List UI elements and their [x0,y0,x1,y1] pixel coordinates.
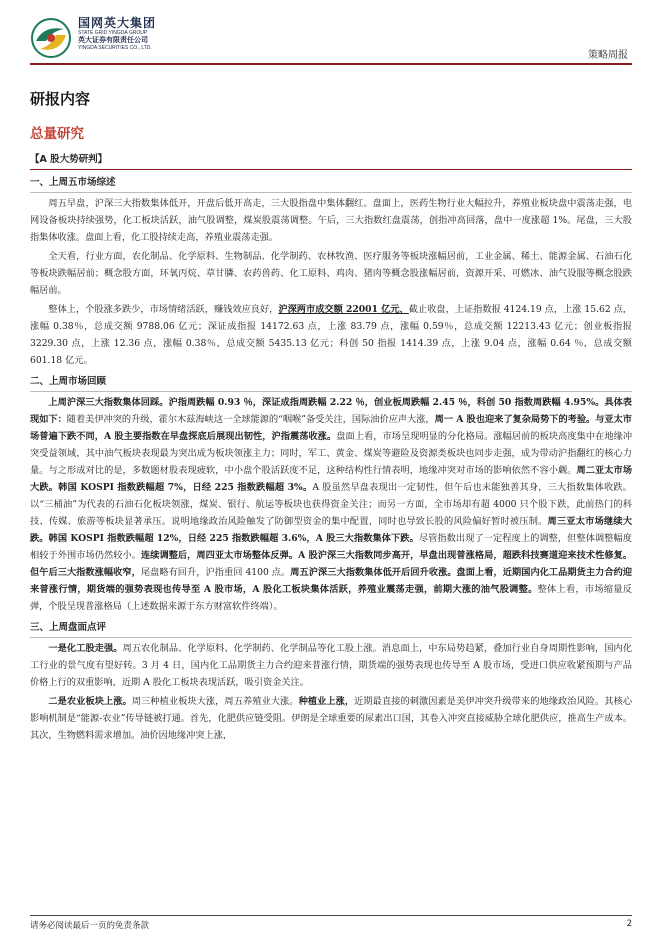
brand-block [78,17,156,51]
company-name-en: STATE GRID YINGDA GROUP [78,30,148,36]
page-title: 研报内容 [30,90,91,108]
paragraph [30,693,632,744]
text-run: 周三亚太市场继续大跌。韩国 KOSPI 指数跌幅超 12%，日经 225 指数跌幅超 3.6%，A 股三大指数集体下跌。 [30,516,633,544]
company-name-cn: 国网英大集团 [78,16,157,30]
footer-disclaimer: 请务必阅读最后一页的免责条款 [30,921,150,931]
text-run: 周三种植业板块大涨，周五养殖业大涨。 [131,696,299,707]
text-run: 上周沪深三大指数集体回踩。沪指周跌幅 0.93 ％，深证成指周跌幅 2.22 ％，创业板周跌幅 2.45 ％，科创 50 指数周跌幅 4.95%。具体表现如下： [30,397,632,425]
report-sections [30,176,632,744]
section-heading: 二、上周市场回顾 [30,375,632,392]
paragraph [30,195,632,246]
text-run: 沪深两市成交额 22001 亿元， [278,304,409,315]
header-divider [30,63,632,65]
box-title: 【A 股大势研判】 [30,153,632,170]
text-run: 全天看，行业方面，农化制品、化学原料、生物制品、化学制药、农林牧渔、医疗服务等板块涨幅居前，工业金属、稀土、能源金属、石油石化等板块跌幅居前；概念股方面，环氧丙烷、草甘膦、农药兽药、化工原料、鸡肉、猪肉等概念股涨幅居前，资源开采、可燃冰、油气设服等概念股跌幅居前。 [30,251,632,296]
section-heading: 一、上周五市场综述 [30,176,632,193]
section-title: 总量研究 [30,126,84,142]
text-run: 近期最直接的刺激因素是美伊冲突升级带来的地缘政治风险。其核心影响机制是“能源-农业”传导链被打通。首先，化肥供应链受阻。伊朗是全球重要的尿素出口国，其卷入冲突直接威胁全球化肥供应，推高生产成本。其次，生物燃料需求增加。油价因地缘冲突上涨， [30,696,633,741]
text-run: 整体上，个股涨多跌少，市场情绪活跃，赚钱效应良好， [48,304,279,315]
paragraph [30,248,632,299]
paragraph [30,394,632,615]
text-run: 二是农业板块上涨。 [48,696,132,707]
paragraph [30,640,632,691]
text-run: 尽管指数出现了一定程度上的调整，但整体调整幅度相较于外围市场仍然较小。 [30,533,632,561]
text-run: 截止收盘，上证指数报 4124.19 点，上涨 15.62 点，涨幅 0.38％，总成交额 9788.06 亿元；深证成指报 14172.63 点，上涨 83.79 点，涨幅 0.59％，总成交额 12213.43 亿元；创业板指报 3229.30 点，上涨 12.36 点，涨幅 0.38％，总成交额 5435.13 亿元；科创 50 指报 1414.39 点，上涨 9.04 点，涨幅 0.64 ％，总成交额 601.18 亿元。 [30,304,632,366]
paragraph [30,301,632,369]
text-run: 种植业上涨， [298,696,355,707]
text-run: 连续调整后，周四亚太市场整体反弹。A 股沪深三大指数同步高开，早盘出现普涨格局，超跌科技赛道迎来技术性修复。但午后三大指数涨幅收窄， [30,550,633,578]
company-logo-icon [30,17,72,59]
text-run: 整体上看，市场缩量反弹，个股呈现普涨格局（上述数据来源于东方财富软件终端）。 [30,584,632,612]
text-run: 随着美伊冲突的升级，霍尔木兹海峡这一全球能源的“咽喉”备受关注，国际油价应声大涨， [66,414,435,425]
text-run: 周五沪深三大指数集体低开后回升收涨。盘面上看，近期国内化工品期货主力合约迎来普涨行情，期货端的强势表现也传导至 A 股市场，A 股化工板块集体活跃，养殖业震荡走强，前期大涨的油气股调整。 [30,567,633,595]
main-content [30,74,632,744]
text-run: 一是化工股走强。 [48,643,123,654]
text-run: 周五农化制品、化学原料、化学制药、化学制品等化工股上涨。消息面上，中东局势趋紧，叠加行业自身周期性影响，国内化工行业的景气度有望好转。3 月 4 日，国内化工品期货主力合约迎来普涨行情，期货端的强势表现也传导至 A 股市场，受进口供应收紧预期与产品价格上行的双重影响，近期 A 股化工板块表现活跃，吸引资金关注。 [30,643,633,688]
page-number: 2 [626,919,632,929]
page-header [0,0,662,66]
section-heading: 三、上周盘面点评 [30,621,632,638]
text-run: A 股虽然早盘表现出一定韧性，但午后也未能独善其身，三大指数集体收跌。以“三桶油”为代表的石油石化板块领涨，煤炭、银行、航运等板块也获得资金关注；而另一方面，全市场却有超 4000 只个股下跌，此前热门的科技、传媒、旅游等板块显著承压。说明地缘政治风险触发了防御型资金的集中配置，同时也导致长股的风险偏好暂时被压制。 [30,482,632,527]
text-run: 尾盘略有回升，沪指重回 4100 点。 [140,567,291,578]
subsidiary-name-cn: 英大证券有限责任公司 [78,36,148,44]
text-run: 盘面上看，市场呈现明显的分化格局。涨幅居前的板块高度集中在地缘冲突受益领域，其中油气板块表现最为突出成为板块领涨主力；同时，军工、黄金、煤炭等避险及资源类板块也同步走强，成为带动沪指翻红的核心力量。与之形成对比的是，多数题材股表现疲软，中小盘个股活跃度不足，这种结构性行情表明，地缘冲突对市场的影响依然不容小觑。 [30,431,633,476]
page-footer [30,915,632,931]
text-run: 周五早盘，沪深三大指数集体低开，开盘后低开高走，三大股指盘中集体翻红。盘面上，医药生物行业大幅拉升，养殖业板块盘中震荡走强，电网设备板块持续强势，化工板块活跃，油气股调整，煤炭股震荡调整。午后，三大指数红盘震荡，创指冲高回落，盘中一度涨超 1%。尾盘，三大股指集体收涨。盘面上看，化工股持续走高，养殖业震荡走强。 [30,198,632,243]
text-run: 周二亚太市场大跌。韩国 KOSPI 指数跌幅超 7%，日经 225 指数跌幅超 3%。 [30,465,633,493]
report-type-label: 策略周报 [588,50,628,61]
text-run: 周一 A 股也迎来了复杂局势下的考验。与亚太市场普遍下跌不同，A 股主要指数在早盘探底后展现出韧性，沪指震荡收涨。 [30,414,632,442]
subsidiary-name-en: YINGDA SECURITIES CO., LTD. [78,45,152,51]
